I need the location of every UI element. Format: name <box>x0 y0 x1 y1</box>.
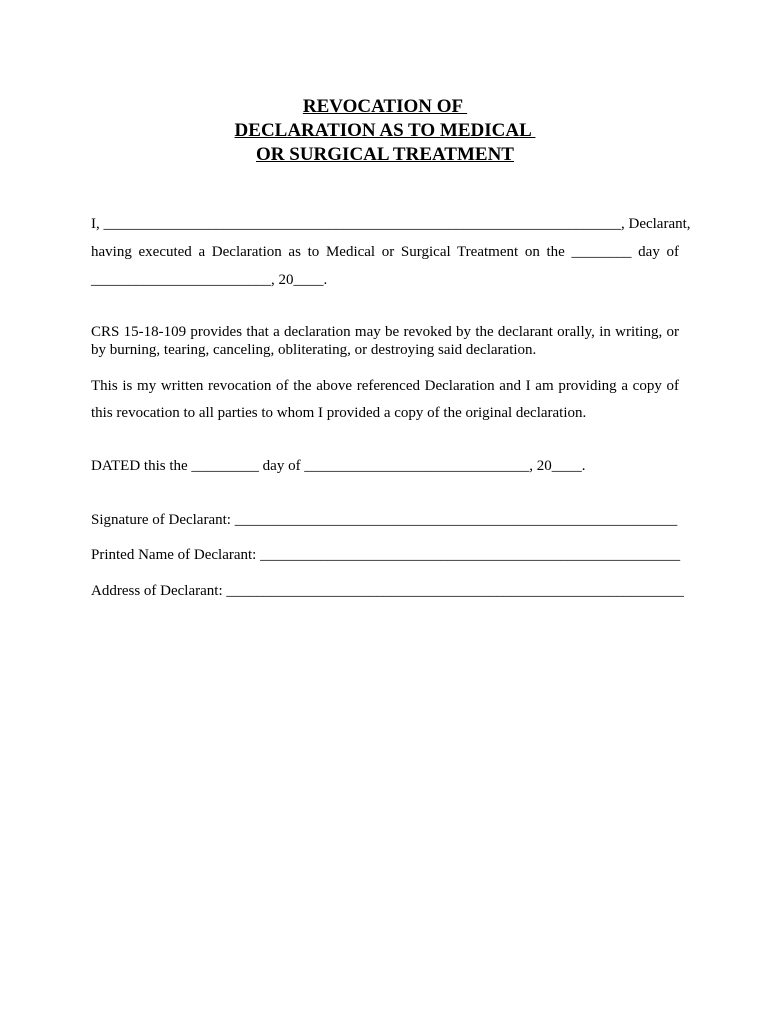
intro-line-1: I, _____________________________________________________________________, Declarant, <box>91 216 691 232</box>
address-line: Address of Declarant: _____________________________________________________________ <box>91 583 684 599</box>
crs-line-2: by burning, tearing, canceling, obliterating, or destroying said declaration. <box>91 342 537 358</box>
signature-line: Signature of Declarant: ___________________________________________________________ <box>91 512 678 528</box>
title-line-2: DECLARATION AS TO MEDICAL <box>234 120 536 141</box>
intro-line-2: having executed a Declaration as to Medical or Surgical Treatment on the ________ day of <box>91 244 679 260</box>
printed-name-line: Printed Name of Declarant: ________________________________________________________ <box>91 547 681 563</box>
written-revocation-line-1: This is my written revocation of the above referenced Declaration and I am providing a copy of <box>91 378 679 394</box>
crs-line-1: CRS 15-18-109 provides that a declaration may be revoked by the declarant orally, in writing, or <box>91 324 679 340</box>
title-line-3: OR SURGICAL TREATMENT <box>256 144 514 165</box>
title-line-1: REVOCATION OF <box>302 96 468 117</box>
intro-line-3: ________________________, 20____. <box>91 272 328 288</box>
dated-line: DATED this the _________ day of ______________________________, 20____. <box>91 458 586 474</box>
written-revocation-line-2: this revocation to all parties to whom I provided a copy of the original declaration. <box>91 405 587 421</box>
